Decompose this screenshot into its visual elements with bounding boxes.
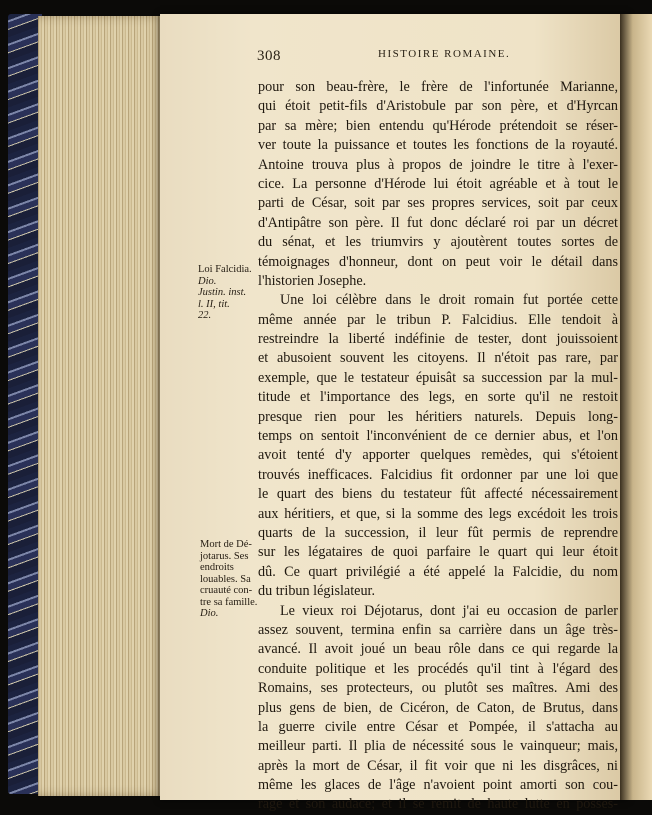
facing-page-gutter bbox=[620, 14, 652, 800]
sidenote-falcidia bbox=[198, 264, 252, 322]
text-line: meilleur parti. Il plia de nécessité sous le vainqueur; mais, bbox=[258, 738, 618, 755]
text-line: parti de César, soit par ses propres services, soit par ceux bbox=[258, 195, 618, 212]
body-text bbox=[258, 78, 618, 815]
text-line: avoit tenté d'y apporter quelques remèdes, qui s'étoient bbox=[258, 447, 618, 464]
text-line: trouvés inefficaces. Falcidius fit ordonner par une loi que bbox=[258, 466, 618, 483]
sidenote-dejotarus bbox=[200, 539, 257, 620]
text-line: temps on sentoit l'inconvénient de ce dernier abus, et l'on bbox=[258, 428, 618, 445]
sidenote-line: Loi Falcidia. bbox=[198, 264, 252, 275]
sidenote-line: jotarus. Ses bbox=[200, 550, 249, 562]
text-line: presque rien pour les héritiers naturels. Depuis long- bbox=[258, 408, 618, 425]
text-line: avancé. Il avoit joué un beau rôle dans ce qui regarde la bbox=[258, 641, 618, 658]
sidenote-line: endroits bbox=[200, 562, 234, 573]
text-line: du sénat, et les triumvirs y ajoutèrent toutes sortes de bbox=[258, 234, 618, 251]
sidenote-line: tre sa famille. bbox=[200, 596, 258, 608]
text-line: la guerre civile entre César et Pompée, il s'attacha au bbox=[258, 718, 618, 735]
marbled-cover-board bbox=[8, 14, 42, 794]
text-line: rage et son audace; et il se remit de haute lutte en posses- bbox=[258, 796, 618, 813]
text-line: aux héritiers, et que, si la somme des legs excédoit les trois bbox=[258, 505, 618, 522]
text-line: quarts de la succession, il leur fût permis de reprendre bbox=[258, 524, 618, 541]
text-line: assez souvent, termina enfin sa carrière dans un âge très- bbox=[258, 621, 618, 638]
text-line: même les glaces de l'âge n'avoient point amorti son cou- bbox=[258, 777, 618, 794]
text-line: conduite politique et les procédés qu'il tint à l'égard des bbox=[258, 660, 618, 677]
text-line: Antoine trouva plus à propos de joindre le titre à l'exer- bbox=[258, 156, 618, 173]
text-line: d'Antipâtre son père. Il fut donc déclaré roi par un décret bbox=[258, 214, 618, 231]
page-fore-edge bbox=[38, 16, 164, 796]
text-line: Une loi célèbre dans le droit romain fut portée cette bbox=[280, 292, 618, 309]
sidenote-line: Dio. bbox=[200, 608, 219, 619]
text-line: après la mort de César, il fit voir que ni les disgrâces, ni bbox=[258, 757, 618, 774]
running-title: HISTOIRE ROMAINE. bbox=[378, 48, 511, 60]
text-line: dû. Ce quart privilégié a été appelé la Falcidie, du nom bbox=[258, 563, 618, 580]
sidenote-line: l. II, tit. bbox=[198, 298, 230, 310]
text-line: plus gens de bien, de Cicéron, de Caton, de Brutus, dans bbox=[258, 699, 618, 716]
text-line: cice. La personne d'Hérode lui étoit agréable et à tout le bbox=[258, 175, 618, 192]
text-line: pour son beau-frère, le frère de l'infortunée Marianne, bbox=[258, 79, 618, 95]
text-line: titude et l'importance des legs, en sorte qu'il ne restoit bbox=[258, 389, 618, 406]
text-line: et abusoient souvent les citoyens. Il n'étoit pas rare, par bbox=[258, 350, 618, 367]
text-line: Romains, ses protecteurs, ou plutôt ses maîtres. Ami des bbox=[258, 680, 618, 697]
text-line: ver toute la puissance et toutes les fonctions de la royauté. bbox=[258, 137, 618, 154]
text-line: par sa mère; bien entendu qu'Hérode prétendoit se réser- bbox=[258, 117, 618, 134]
sidenote-line: Dio. bbox=[198, 275, 217, 287]
text-line: qui étoit petit-fils d'Aristobule par son père, et d'Hyrcan bbox=[258, 98, 618, 115]
text-line: l'historien Josephe. bbox=[258, 272, 367, 289]
sidenote-line: louables. Sa bbox=[200, 573, 251, 585]
sidenote-line: 22. bbox=[198, 310, 212, 321]
sidenote-line: cruauté con- bbox=[200, 585, 253, 596]
sidenote-line: Justin. inst. bbox=[198, 287, 247, 298]
text-line: restreindre la liberté indéfinie de tester, dont jouissoient bbox=[258, 331, 618, 348]
text-line: exemple, que le testateur épuisât sa succession par la mul- bbox=[258, 369, 618, 386]
text-line: même année par le tribun P. Falcidius. Elle tendoit à bbox=[258, 311, 618, 328]
text-line: témoignages d'honneur, dont on peut voir le détail dans bbox=[258, 253, 618, 270]
text-line: le quart des biens du testateur fût affecté nécessairement bbox=[258, 486, 618, 503]
sidenote-line: Mort de Dé- bbox=[200, 539, 252, 550]
text-line: du tribun législateur. bbox=[258, 583, 376, 600]
text-line: sur les légataires de quoi parfaire le quart qui leur étoit bbox=[258, 544, 618, 561]
page-number: 308 bbox=[257, 48, 281, 64]
text-line: Le vieux roi Déjotarus, dont j'ai eu occasion de parler bbox=[280, 602, 618, 619]
